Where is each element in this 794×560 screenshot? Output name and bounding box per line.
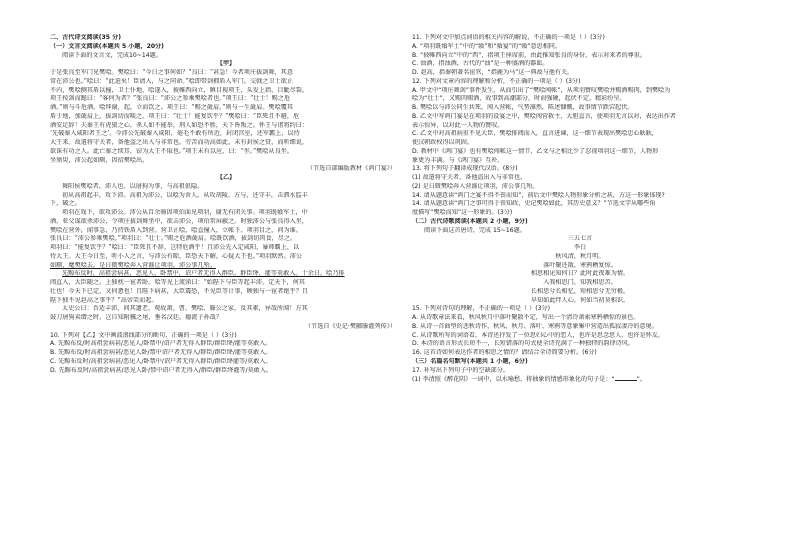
left-line-28 <box>50 279 402 288</box>
line-text: 项羽在戏下，欲攻沛公。沛公从百余骑因项伯面见项羽，谢无有闭关事。项羽既飨军士，中 <box>62 209 308 216</box>
left-line-2 <box>50 52 402 61</box>
right-line-25 <box>412 253 748 262</box>
line-text: C. 浊酒，指浊酒，古代的“浊”是一种盛酒的器皿。 <box>412 60 549 68</box>
left-line-24 <box>50 244 402 253</box>
line-text: 盾于地，加彘肩上，拔剑切而啖之。项王曰：“壮士！能复饮乎？”樊哙曰：“臣死且不避，卮 <box>50 112 300 120</box>
right-line-22 <box>412 227 748 236</box>
line-text: 李白 <box>573 244 587 251</box>
left-line-29 <box>50 288 402 297</box>
line-text: D. 先黥布反时/高祖尝病甚/恶见人卧/禁中诏户者无得入/群臣/群臣绛灌等/莫敢入。 <box>50 366 272 374</box>
right-line-11 <box>412 130 748 139</box>
line-text: 早知如此绊人心，何如当初莫相识。 <box>530 296 630 304</box>
line-text: 阅读下面这首唐诗，完成 15~16题。 <box>424 226 526 234</box>
left-line-31 <box>50 305 402 314</box>
line-text: 下，破之。 <box>50 200 81 208</box>
right-column <box>412 34 748 385</box>
left-line-35 <box>50 340 402 349</box>
line-text: 酒。”则与斗卮酒。哙拜谢，起，立而饮之。项王曰：“赐之彘肩。”则与一生彘肩。樊哙覆其 <box>50 104 294 111</box>
line-text: B. “披帷西向立”中的“西”，指项王座席前，由此推知张良的身份，表示对来者的尊重。 <box>412 51 646 59</box>
line-text: 不内，樊哙侧其盾以撞，卫士仆地，哙遂入，披帷西向立，瞋目视项王，头发上指，目眦尽裂。 <box>50 86 309 94</box>
left-line-18 <box>50 192 402 201</box>
line-text: B. 樊哙以与沛公同生共死，闯入营帐，气势凛然，陈述慷慨，故事情节跌宕起伏。 <box>412 104 634 111</box>
right-line-17 <box>412 183 748 192</box>
line-text: 先黥布反时，高祖尝病甚，恶见人，卧禁中，诏户者无得入群臣。群臣绛、灌等莫敢入。十余日，哙乃排 <box>62 270 345 278</box>
line-text: 樊哙在营外，闻事急，乃持铁盾入到营。营卫止哙，哙直撞入，立帐下。项羽目之，问为谁。 <box>50 226 302 234</box>
line-text: 入我相思门，知我相思苦。 <box>543 279 617 286</box>
right-line-8 <box>412 104 748 113</box>
left-line-12 <box>50 139 402 148</box>
line-text: B. 乙文中写鸿门宴是在项羽的设宴之中，樊哙闯营救主，大胆直言，使项羽无言以对，表达出作者 <box>412 112 676 120</box>
line-text: 太史公曰：吾适丰沛，问其遗老，观故萧、曹、樊哙、滕公之家，及其素，异哉所闻！方其 <box>62 305 308 313</box>
right-line-12 <box>412 139 748 148</box>
right-line-30 <box>412 297 748 306</box>
line-text: B. 从诗一首曲型的悲秋诗作，秋风、秋月、落叶、寒鸦等意象集中营造出孤寂凄冷的意境。 <box>412 322 658 330</box>
left-line-19 <box>50 200 402 209</box>
line-text: 哙为“壮士”，又赐肉赐酒，故事到高潮部分，时而强硬，起伏不定，精彩纷呈。 <box>412 95 626 103</box>
line-text: 12. 下列对文章内容的理解和分析，不正确的一项是（ ）(3分) <box>412 77 581 85</box>
left-line-23 <box>50 235 402 244</box>
right-line-1 <box>412 43 748 52</box>
right-line-29 <box>412 288 748 297</box>
line-text: 二、古代诗文阅读(35 分) <box>50 34 122 41</box>
line-text: 阅读下面的文言文，完成10~14题。 <box>62 51 162 59</box>
left-line-27 <box>50 270 402 279</box>
line-text: 13. 将下列句子翻译成现代汉语。(8分) <box>412 165 518 173</box>
line-text: 待大王。大王今日至，听小人之言，与沛公有隙，臣恐天下解，心疑大王也。”项羽默然。沛公 <box>50 252 303 260</box>
left-line-25 <box>50 253 402 262</box>
line-text: 鼓刀屠狗卖缯之时，岂自知附骥之尾，垂名汉廷，德流子孙哉？ <box>50 314 223 321</box>
line-text: （二）古代诗歌阅读(本题共 2 小题，9分) <box>412 217 528 225</box>
right-line-10 <box>412 122 748 131</box>
left-line-13 <box>50 148 402 157</box>
left-line-22 <box>50 227 402 236</box>
line-text: A. “项羽既飨军士”中的“飨”和“飨宴”的“飨”意思相同。 <box>412 42 561 50</box>
line-text: 项王按剑而跽曰：“客何为者？”张良曰：“沛公之参乘樊哙者也。”项王曰：“壮士！赐之卮 <box>50 95 291 103</box>
line-text: 大王来。故遣将守关者，备他盗之出入与非常也。劳苦而功高如此，未有封侯之赏，而听细说， <box>50 139 309 146</box>
blank-close-quote: ”。 <box>636 376 646 384</box>
right-line-27 <box>412 270 748 279</box>
line-text: C. 从诗歌所写的词语看，本诗还抒发了一位思妇心中的恋人，也许是思念思人，也许是怀友。 <box>412 331 664 339</box>
line-text: A. 从诗歌章法来看，秋风秋月中落叶聚散不定，写出一个清冷萧索寒鸦栖惊的景色。 <box>412 314 640 321</box>
left-line-21 <box>50 218 402 227</box>
left-line-20 <box>50 209 402 218</box>
line-text: 相思相见知何日？此时此夜难为情。 <box>530 270 630 278</box>
left-line-6 <box>50 87 402 96</box>
line-text: C. 乙文中对高祖病重不见大臣，樊哙排闼而入，直言进谏，这一细节表现出樊哙忠心耿耿， <box>412 130 658 138</box>
line-text: 闼直入，大臣随之。上独枕一宦者卧。哙等见上流涕曰：“始陛下与臣等起丰沛，定天下，何其 <box>50 279 306 286</box>
left-line-34 <box>50 332 402 341</box>
line-text: 11. 下列对文中加点词语的相关内容的解说，不正确的一项是（ ）(3分) <box>412 34 605 41</box>
left-line-1 <box>50 43 402 52</box>
line-text: 如厕，麾樊哙去。是日微樊哙奔入营谯让项羽，沛公事几殆。 <box>50 261 216 269</box>
left-line-36 <box>50 349 402 358</box>
left-line-17 <box>50 183 402 192</box>
left-line-33 <box>50 323 402 332</box>
line-text: 张良曰：“沛公参乘樊哙。”项羽曰：“壮士。”赐之卮酒彘肩。哙既饮酒，拔剑切肉食，尽之。 <box>50 235 297 243</box>
right-line-2 <box>412 52 748 61</box>
left-line-11 <box>50 130 402 139</box>
right-line-20 <box>412 209 748 218</box>
line-text: （一）文言文阅读(本题共 5 小题，20分) <box>50 42 164 50</box>
line-text: 14. 请从题意读“鸿门之事可得于丧知政，史记樊哙如此，其历史意义？”节选文字从哪些角 <box>412 200 656 208</box>
line-text: 度描写“樊哙而知”这一形象的。(3分) <box>412 209 513 216</box>
right-line-18 <box>412 192 748 201</box>
line-text: 14. 请从题意读“鸿门之宴不得不丧而知”，前后文中樊哙人物形象分析之甚，方这一形象体现? <box>412 191 665 199</box>
right-line-19 <box>412 200 748 209</box>
left-line-4 <box>50 69 402 78</box>
line-text: 象更为丰满。与《鸿门宴》互补。 <box>412 156 504 164</box>
right-line-0 <box>412 34 748 43</box>
left-line-30 <box>50 297 402 306</box>
left-line-9 <box>50 113 402 122</box>
right-line-34 <box>412 332 748 341</box>
left-line-32 <box>50 314 402 323</box>
right-line-9 <box>412 113 748 122</box>
line-text: 落叶聚还散，寒鸦栖复惊。 <box>543 261 617 269</box>
line-text: 坐须臾，沛公起如厕，因招樊哙出。 <box>50 156 149 164</box>
left-line-8 <box>50 104 402 113</box>
left-line-3 <box>50 60 402 69</box>
line-text: 于是张良至军门见樊哙。樊哙曰：“今日之事何如？”良曰：“甚急！今者项庄拔剑舞，其意 <box>50 69 293 76</box>
line-text: （三）名篇名句默写(本题共 1 小题，6分) <box>412 357 528 365</box>
answer-blank[interactable] <box>615 375 637 381</box>
line-text: 【乙】 <box>216 174 236 181</box>
right-line-7 <box>412 95 748 104</box>
line-text: 表示惊异，以对此一人物的赞叹。 <box>412 121 504 129</box>
line-text: 17. 补写出下列句子中的空缺部分。 <box>412 366 509 374</box>
line-text: 项羽曰：“能复饮乎？”哙曰：“臣死且不辞，岂特卮酒乎！且沛公先入定咸阳，暴师霸上，以 <box>50 244 300 251</box>
line-text: C. 先黥布反时/高祖尝病甚/恶见人/卧禁中/诏户者无得入群臣/群臣绛灌等/莫敢入。 <box>50 357 272 365</box>
right-line-37 <box>412 358 748 367</box>
right-line-35 <box>412 340 748 349</box>
line-text: D. 赵高，指秦朝著名宦官，“指鹿为马”这一典故与他有关。 <box>412 69 574 76</box>
right-line-21 <box>412 218 748 227</box>
line-text: 常在沛公也。”哙曰：“此迫矣！臣请入，与之同命。”哙即带剑拥盾入军门。交戟之卫士欲止 <box>50 77 294 85</box>
left-line-7 <box>50 95 402 104</box>
line-text: 酒安足辞！夫秦王有虎狼之心，杀人如不能举，刑人如恐不胜，天下皆叛之。怀王与诸将约曰： <box>50 121 309 129</box>
line-text: （节选自《史记·樊郦滕灌列传》） <box>304 322 396 330</box>
right-line-6 <box>412 87 748 96</box>
line-text: 15. 下列对诗句的理解，不正确的一项是（ ）(3分) <box>412 305 550 313</box>
left-line-15 <box>50 165 402 174</box>
line-text: 酒，亚父谋欲杀沛公，令项庄拔剑舞坐中，欲击沛公，项伯常屏蔽之。时独沛公与张良得入坐， <box>50 217 309 225</box>
left-line-14 <box>50 157 402 166</box>
line-text: (1) 李清照《醉花阴》一词中，以水喻愁，将抽象的情感形象化的句子是：“ <box>412 376 615 384</box>
left-line-5 <box>50 78 402 87</box>
line-text: 使汉朝政权得以巩固。 <box>412 139 473 146</box>
right-line-28 <box>412 279 748 288</box>
line-text: (1) 故遣将守关者，备他盗出入与非常也。 <box>412 174 527 181</box>
line-text: 三五七言 <box>567 235 593 243</box>
left-line-0 <box>50 34 402 43</box>
left-line-38 <box>50 367 402 376</box>
right-line-26 <box>412 262 748 271</box>
line-text: 长相思兮长相忆，短相思兮无穷极。 <box>530 287 630 295</box>
right-line-32 <box>412 314 748 323</box>
left-column <box>50 34 402 375</box>
line-text: （节选自部编版教材《鸿门宴》） <box>306 165 396 173</box>
line-text: 秋风清，秋月明。 <box>555 252 605 260</box>
right-line-31 <box>412 305 748 314</box>
left-line-10 <box>50 122 402 131</box>
line-text: ‘先破秦入咸阳者王之’。今沛公先破秦入咸阳，毫毛不敢有所近，封闭宫室，还军霸上，以待 <box>50 130 300 138</box>
right-line-15 <box>412 165 748 174</box>
right-line-33 <box>412 323 748 332</box>
line-text: 【甲】 <box>216 60 236 68</box>
right-line-36 <box>412 349 748 358</box>
line-text: A. 甲文中“项庄舞剑”事件发生，从而引出了“樊哙闯帐”，从项羽赞叹樊哙并赐酒赐肉，到樊哙为 <box>412 86 671 94</box>
right-line-4 <box>412 69 748 78</box>
line-text: 壮也！今天下已定，又何惫也！且陛下病甚，大臣震恐，不见臣等计事，顾独与一宦者绝乎？且 <box>50 287 309 295</box>
line-text: 16. 这首诗如何表达作者的相思之情的？请结合全诗简要分析。(6分) <box>412 349 597 356</box>
left-line-37 <box>50 358 402 367</box>
line-text: D. 教材中《鸿门宴》也有樊哙闯帐这一情节，乙文与之相比少了忍视项羽这一细节，人物形 <box>412 147 659 155</box>
line-text: 初从高祖起丰，攻下沛。高祖为沛公，以哙为舍人。从攻胡陵、方与，还守丰，击泗水监丰 <box>62 191 308 199</box>
line-text: 欲诛有功之人。此亡秦之续耳，窃为大王不取也。”项王未有以应，曰：“坐。”樊哙从良坐。 <box>50 147 294 155</box>
line-text: A. 先黥布反/时高祖尝病甚/恶见人/卧禁中/诏户者无得入群臣/群臣绛/灌等莫敢入。 <box>50 340 272 348</box>
line-text: (2) 是日微樊哙奔入营谯让项羽，沛公事几殆。 <box>412 182 539 190</box>
right-line-38 <box>412 367 748 376</box>
line-text: 舞阳侯樊哙者，沛人也。以屠狗为事，与高祖俱隐。 <box>62 182 204 190</box>
line-text: 陛下独不见赵高之事乎？”高帝笑而起。 <box>50 296 158 304</box>
right-line-16 <box>412 174 748 183</box>
right-line-39 <box>412 375 748 385</box>
right-line-5 <box>412 78 748 87</box>
line-text: 10. 下列对【乙】文中画波浪线部分的断句，正确的一项是（ ）(3分) <box>50 331 237 339</box>
right-line-14 <box>412 157 748 166</box>
right-line-13 <box>412 148 748 157</box>
left-line-26 <box>50 262 402 271</box>
right-line-3 <box>412 60 748 69</box>
right-line-24 <box>412 244 748 253</box>
left-line-16 <box>50 174 402 183</box>
right-line-23 <box>412 235 748 244</box>
line-text: B. 先黥布反/时高祖尝病甚/恶见人卧/禁中诏户者无得入/群臣/群臣绛/灌等莫敢入。 <box>50 349 272 356</box>
line-text: D. 本诗的语言形式长短不一，长短错落的句式使全诗充满了一种独特的韵律诗风。 <box>412 340 634 348</box>
